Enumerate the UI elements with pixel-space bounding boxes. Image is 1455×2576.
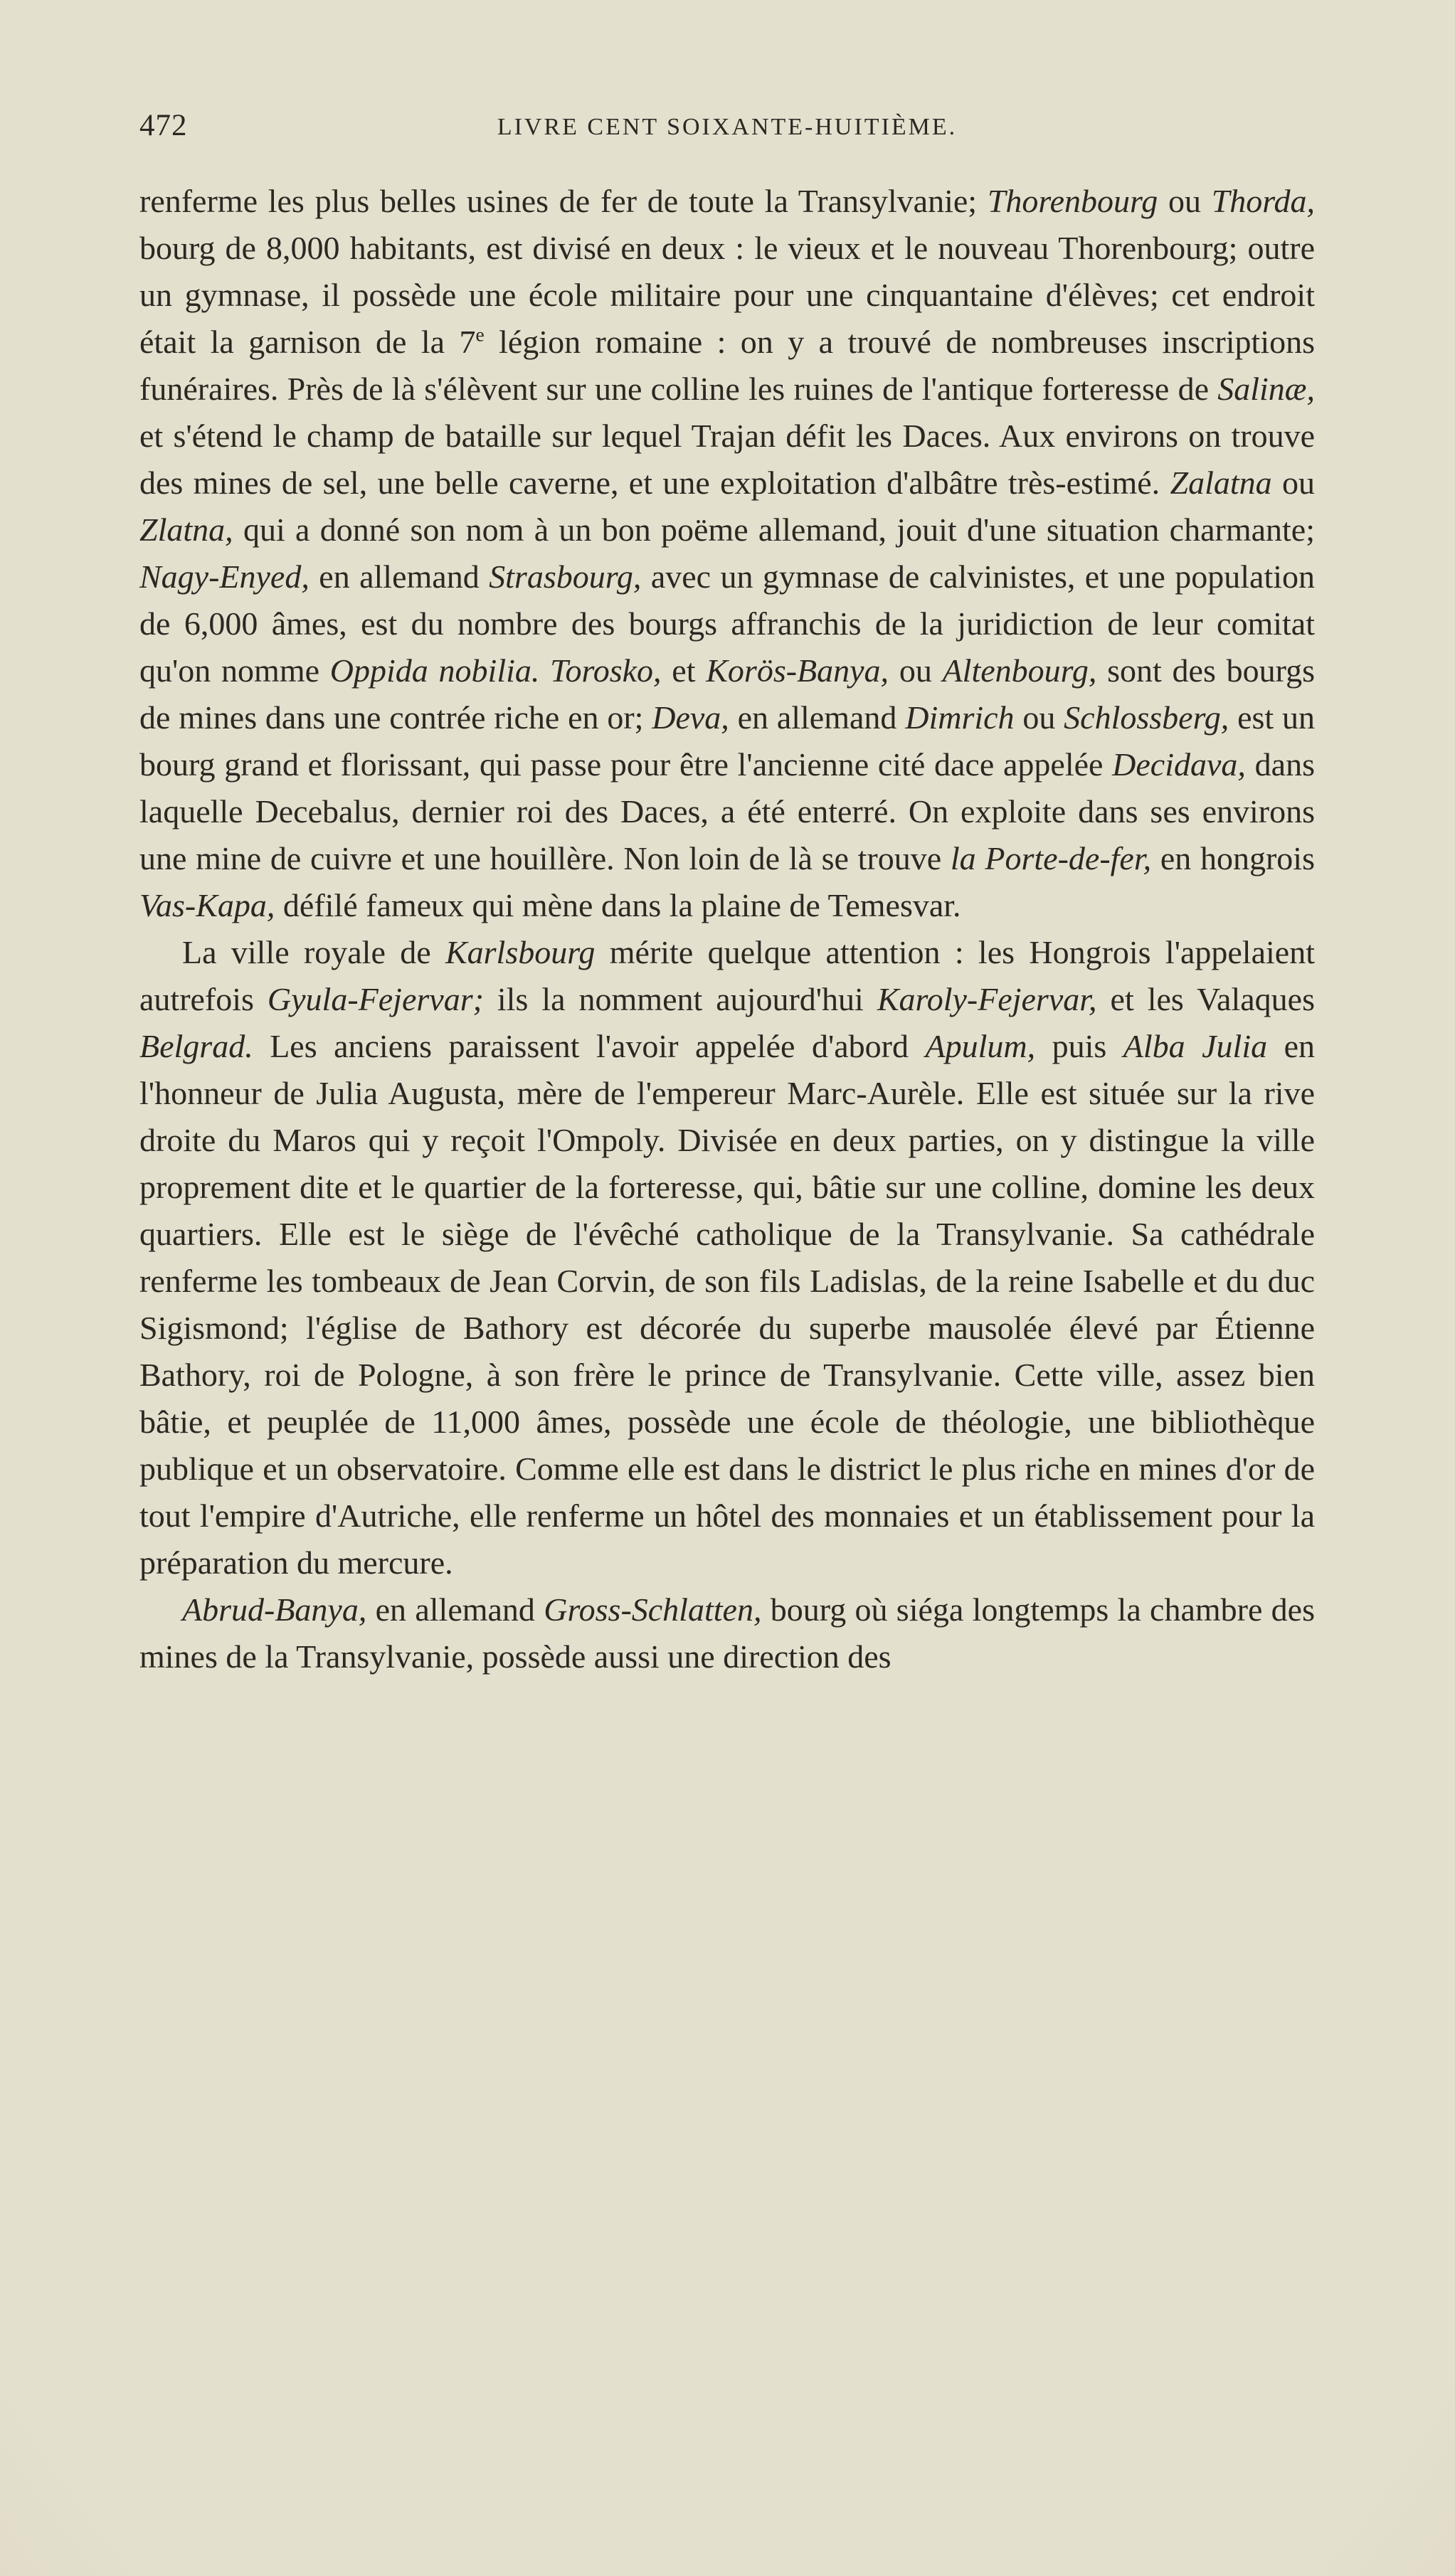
text-run: mérite quelque attention : les Hongrois l'appelaient autrefois (139, 934, 1315, 1017)
place-name: Nagy-Enyed, (139, 558, 309, 595)
page-number: 472 (139, 109, 188, 142)
place-name: Thorda, (1211, 183, 1315, 219)
text-run: sont des bourgs de mines dans une contrée riche en or; (139, 652, 1316, 736)
place-name: Karoly-Fejervar, (877, 981, 1097, 1017)
page-header (139, 108, 1315, 148)
text-run: ou (1014, 699, 1064, 736)
text-run: et les Valaques (1096, 981, 1315, 1017)
text-run: ou (889, 652, 943, 689)
place-name: Gyula-Fejervar; (267, 981, 484, 1017)
place-name: Belgrad. (139, 1028, 253, 1064)
place-name: Deva, (652, 699, 729, 736)
text-run: Les anciens paraissent l'avoir appelée d'abord (253, 1028, 926, 1064)
running-title: LIVRE CENT SOIXANTE-HUITIÈME. (497, 114, 958, 140)
paragraph (139, 1586, 1315, 1680)
text-run: en l'honneur de Julia Augusta, mère de l'empereur Marc-Aurèle. Elle est située sur la rive droite du Maros qui y reçoit l'Ompoly. Divisée en deux parties, on y distingue la ville proprement dite et le quartier de la forteresse, qui, bâtie sur une colline, domine les deux quartiers. Elle est le siège de l'évêché catholique de la Transylvanie. Sa cathédrale renferme les tombeaux de Jean Corvin, de son fils Ladislas, de la reine Isabelle et du duc Sigismond; l'église de Bathory est décorée du superbe mausolée élevé par Étienne Bathory, roi de Pologne, à son frère le prince de Transylvanie. Cette ville, assez bien bâtie, et peuplée de 11,000 âmes, possède une école de théologie, une bibliothèque publique et un observatoire. Comme elle est dans le district le plus riche en mines d'or de tout l'empire d'Autriche, elle renferme un hôtel des monnaies et un établissement pour la préparation du mercure. (139, 1028, 1316, 1581)
place-name: Vas-Kapa, (139, 887, 275, 923)
place-name: Altenbourg, (942, 652, 1097, 689)
text-run: ils la nomment aujourd'hui (483, 981, 877, 1017)
text-run: ou (1271, 465, 1315, 501)
place-name: Schlossberg, (1064, 699, 1229, 736)
text-run: en allemand (309, 558, 490, 595)
place-name: Apulum, (925, 1028, 1036, 1064)
place-name: Salinæ, (1217, 371, 1315, 407)
text-run: bourg où siéga longtemps la chambre des mines de la Transylvanie, possède aussi une direction des (139, 1591, 1316, 1675)
text-run: en allemand (366, 1591, 544, 1628)
text-run: avec un gymnase de calvinistes, et une population de 6,000 âmes, est du nombre des bourgs affranchis de la juridiction de leur comitat qu'on nomme (139, 558, 1316, 689)
page-text (139, 178, 1315, 1680)
text-run: bourg de 8,000 habitants, est divisé en deux : le vieux et le nouveau Thorenbourg; outre un gymnase, il possède une école militaire pour une cinquantaine d'élèves; cet endroit était la garnison de la 7 (139, 230, 1315, 360)
text-run: légion romaine : on y a trouvé de nombreuses inscriptions funéraires. Près de là s'élèvent sur une colline les ruines de l'antique forteresse de (139, 324, 1316, 407)
place-name: Zalatna (1170, 465, 1272, 501)
text-run: qui a donné son nom à un bon poëme allemand, jouit d'une situation charmante; (233, 512, 1315, 548)
place-name: Dimrich (905, 699, 1015, 736)
place-name: Alba Julia (1123, 1028, 1268, 1064)
text-run: est un bourg grand et florissant, qui passe pour être l'ancienne cité dace appelée (139, 699, 1315, 783)
text-run: et (661, 652, 707, 689)
place-name: Korös-Banya, (706, 652, 889, 689)
paragraph (139, 178, 1315, 929)
place-name: Oppida nobilia. Torosko, (329, 652, 662, 689)
place-name: Decidava, (1112, 746, 1246, 783)
place-name: Zlatna, (139, 512, 233, 548)
place-name: Abrud-Banya, (182, 1591, 367, 1628)
place-name: Gross-Schlatten, (544, 1591, 762, 1628)
place-name: Strasbourg, (489, 558, 642, 595)
text-run: en hongrois (1151, 840, 1315, 876)
place-name: la Porte-de-fer, (950, 840, 1152, 876)
text-run: e (475, 323, 485, 346)
text-run: dans laquelle Decebalus, dernier roi des Daces, a été enterré. On exploite dans ses environs une mine de cuivre et une houillère. Non loin de là se trouve (139, 746, 1315, 876)
text-run: et s'étend le champ de bataille sur lequel Trajan défit les Daces. Aux environs on trouve des mines de sel, une belle caverne, et une exploitation d'albâtre très-estimé. (139, 418, 1315, 501)
place-name: Karlsbourg (445, 934, 596, 970)
text-run: en allemand (729, 699, 906, 736)
text-run: défilé fameux qui mène dans la plaine de Temesvar. (275, 887, 961, 923)
place-name: Thorenbourg (987, 183, 1158, 219)
text-run: La ville royale de (182, 934, 445, 970)
text-run: puis (1035, 1028, 1123, 1064)
paragraph (139, 929, 1315, 1586)
text-run: ou (1158, 183, 1212, 219)
book-page (139, 108, 1315, 1680)
text-run: renferme les plus belles usines de fer de toute la Transylvanie; (139, 183, 988, 219)
